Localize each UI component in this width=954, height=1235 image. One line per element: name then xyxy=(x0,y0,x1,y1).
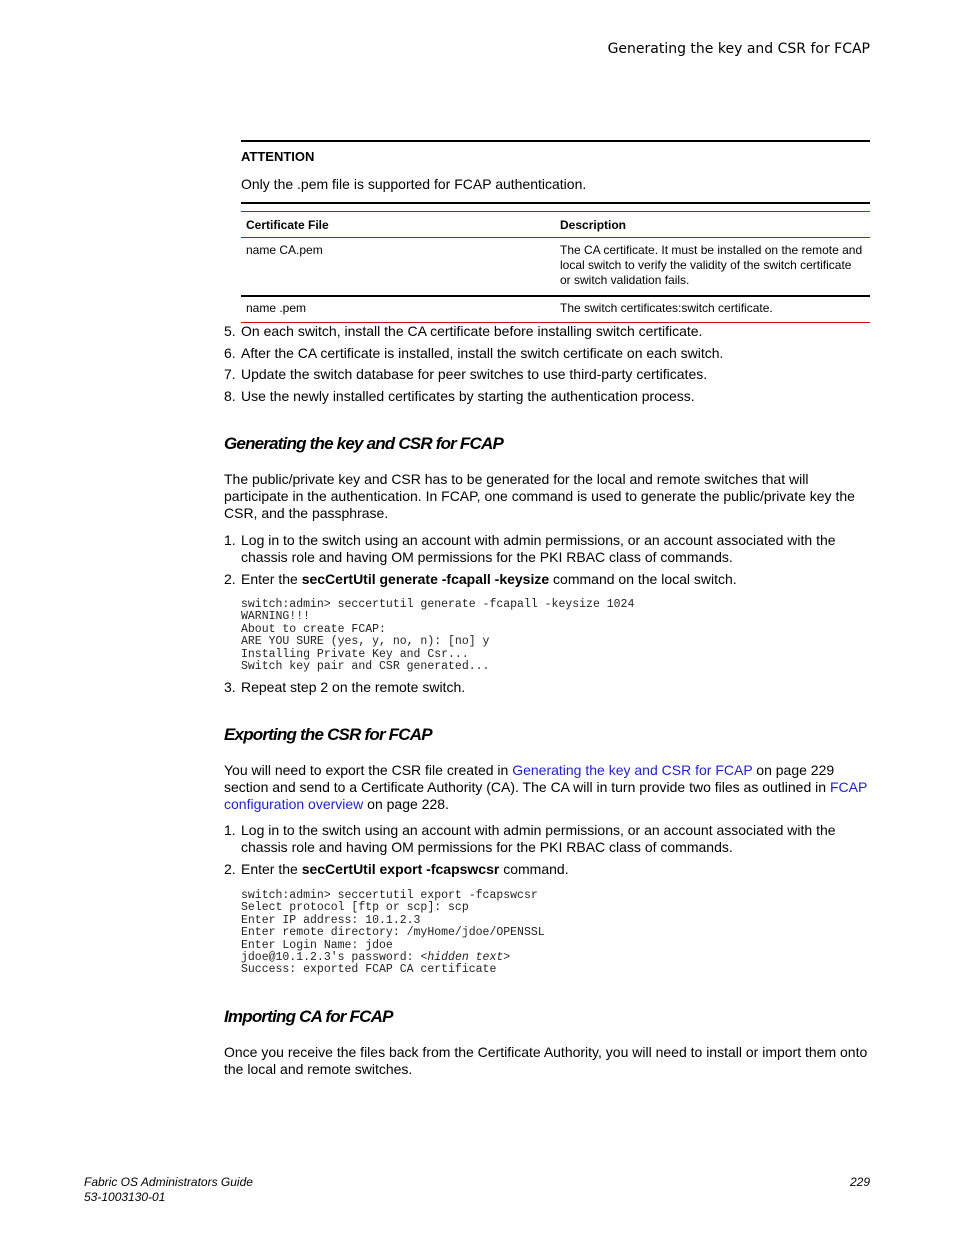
command-name: secCertUtil export -fcapswcsr xyxy=(301,861,500,877)
footer-doc-number: 53-1003130-01 xyxy=(84,1190,166,1204)
table-cell: name CA.pem xyxy=(241,238,555,297)
step-list-generate-cont xyxy=(224,679,870,696)
section-heading-text: Exporting the CSR for FCAP xyxy=(224,725,432,744)
list-item xyxy=(224,571,870,588)
step-number: 5. xyxy=(224,323,236,339)
step-number: 8. xyxy=(224,387,236,404)
section-intro xyxy=(224,762,870,813)
section-heading-generating: Generating the key and CSR for FCAP xyxy=(224,434,503,453)
attention-bottom-rule xyxy=(241,202,870,204)
step-text: After the CA certificate is installed, install the switch certificate on each switch. xyxy=(241,344,724,361)
link-generating-key[interactable]: Generating the key and CSR for FCAP xyxy=(512,762,753,778)
step-number: 6. xyxy=(224,344,236,361)
code-text: Success: exported FCAP CA certificate xyxy=(241,963,497,977)
list-item xyxy=(224,345,870,362)
code-block-export xyxy=(241,890,545,977)
intro-text: You will need to export the CSR file created in xyxy=(224,762,513,778)
table-row xyxy=(241,238,870,297)
step-number: 7. xyxy=(224,366,236,382)
step-text: Repeat step 2 on the remote switch. xyxy=(241,679,466,695)
list-item xyxy=(224,323,870,340)
table-header-description: Description xyxy=(555,212,870,238)
step-number: 2. xyxy=(224,861,236,877)
list-item xyxy=(224,388,870,405)
step-list-5-8 xyxy=(224,323,870,405)
table-cell: The CA certificate. It must be installed on the remote and local switch to verify the validity of the switch certificate or switch validation fails. xyxy=(555,238,870,297)
step-text: Update the switch database for peer switches to use third-party certificates. xyxy=(241,366,708,382)
step-text: Log in to the switch using an account with admin permissions, or an account associated with the chassis role and having OM permissions for the PKI RBAC class of commands. xyxy=(241,532,836,565)
step-number: 3. xyxy=(224,679,236,695)
table-cell: The switch certificates:switch certificate. xyxy=(555,296,870,323)
step-text-prefix: Enter the xyxy=(241,861,302,877)
code-text: switch:admin> seccertutil export -fcapswcsr Select protocol [ftp or scp]: scp Enter IP address: 10.1.2.3 Enter remote directory: /myHome/jdoe/OPENSSL Enter Login Name: jdoe jdoe@10.1.2.3's password: xyxy=(241,889,545,965)
attention-text: Only the .pem file is supported for FCAP authentication. xyxy=(241,176,587,192)
step-list-generate xyxy=(224,532,870,588)
table-cell: name .pem xyxy=(241,296,555,323)
link-fcap-config-overview[interactable]: FCAP configuration overview xyxy=(224,779,868,812)
step-number: 1. xyxy=(224,532,236,548)
step-text-prefix: Enter the xyxy=(241,571,302,587)
footer-page-number: 229 xyxy=(849,1175,870,1189)
code-placeholder: <hidden text> xyxy=(420,951,511,965)
table-header-certificate-file: Certificate File xyxy=(241,212,555,238)
step-text-suffix: command. xyxy=(499,861,569,877)
step-list-export xyxy=(224,822,870,878)
list-item xyxy=(224,366,870,383)
section-heading-exporting xyxy=(224,725,432,745)
footer-guide-title: Fabric OS Administrators Guide xyxy=(84,1175,253,1189)
running-header: Generating the key and CSR for FCAP xyxy=(607,41,870,57)
command-name: secCertUtil generate -fcapall -keysize xyxy=(301,571,550,587)
step-text: Use the newly installed certificates by starting the authentication process. xyxy=(241,387,695,404)
attention-title: ATTENTION xyxy=(241,149,315,164)
step-text: On each switch, install the CA certificate before installing switch certificate. xyxy=(241,323,703,339)
list-item xyxy=(224,861,870,878)
section-heading-importing: Importing CA for FCAP xyxy=(224,1007,393,1026)
code-block-generate: switch:admin> seccertutil generate -fcapall -keysize 1024 WARNING!!! About to create FCAP: ARE YOU SURE (yes, y, no, n): [no] y Installing Private Key and Csr... Switch key pair and CSR generated... xyxy=(241,598,635,674)
list-item xyxy=(224,532,870,566)
step-text-suffix: command on the local switch. xyxy=(549,571,737,587)
step-number: 1. xyxy=(224,822,236,838)
section-intro: The public/private key and CSR has to be generated for the local and remote switches that will participate in the authentication. In FCAP, one command is used to generate the public/private key the CSR, and the passphrase. xyxy=(224,471,855,521)
list-item xyxy=(224,822,870,856)
list-item xyxy=(224,679,870,696)
intro-text: on page 229 section and send to a Certificate Authority (CA). The CA will in turn provide two files as outlined in xyxy=(224,762,835,795)
attention-top-rule xyxy=(241,140,870,142)
table-row xyxy=(241,296,870,323)
step-text: Log in to the switch using an account with admin permissions, or an account associated with the chassis role and having OM permissions for the PKI RBAC class of commands. xyxy=(241,822,836,855)
certificate-table xyxy=(241,211,870,323)
intro-text: on page 228. xyxy=(363,796,449,812)
step-number: 2. xyxy=(224,571,236,587)
section-intro: Once you receive the files back from the Certificate Authority, you will need to install or import them onto the local and remote switches. xyxy=(224,1044,868,1077)
